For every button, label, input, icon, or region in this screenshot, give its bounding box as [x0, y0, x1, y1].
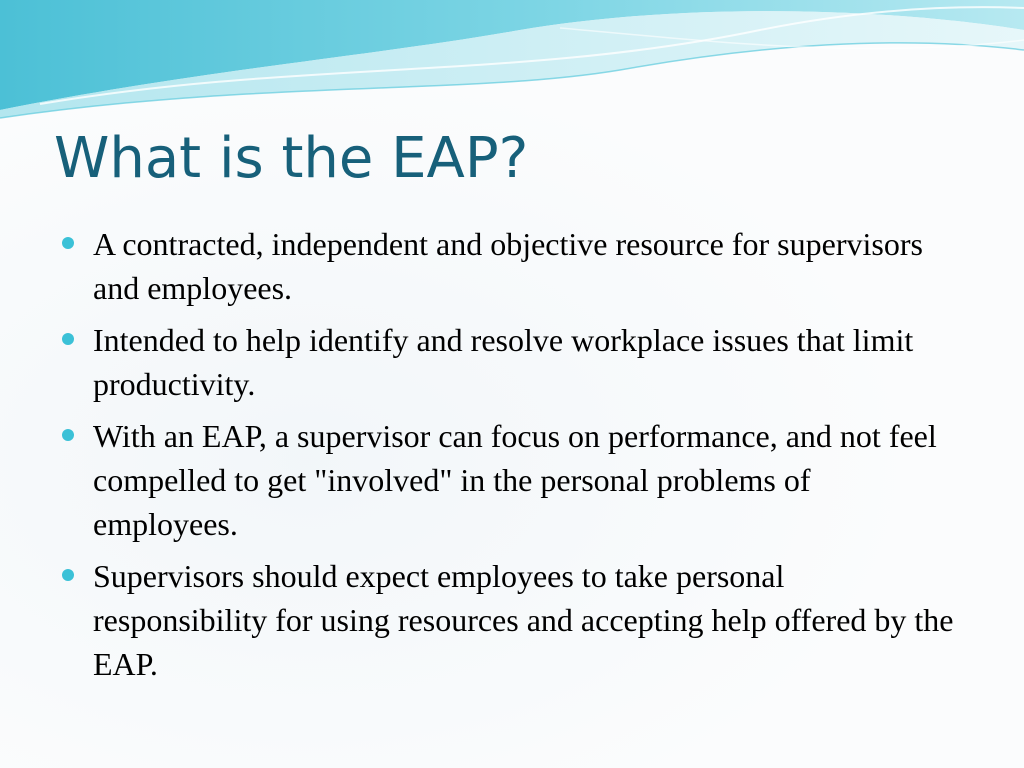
list-item [62, 414, 962, 546]
list-item [62, 554, 962, 686]
bullet-dot-icon [62, 333, 74, 345]
bullet-list [62, 222, 962, 694]
bullet-text: Intended to help identify and resolve workplace issues that limit productivity. [93, 322, 914, 402]
bullet-text: A contracted, independent and objective resource for supervisors and employees. [93, 226, 923, 306]
list-item [62, 318, 962, 406]
slide-title: What is the EAP? [54, 126, 529, 191]
bullet-dot-icon [62, 429, 74, 441]
bullet-text: With an EAP, a supervisor can focus on performance, and not feel compelled to get "involved" in the personal problems of employees. [93, 418, 937, 542]
list-item [62, 222, 962, 310]
bullet-text: Supervisors should expect employees to take personal responsibility for using resources and accepting help offered by the EAP. [93, 558, 954, 682]
bullet-dot-icon [62, 237, 74, 249]
bullet-dot-icon [62, 569, 74, 581]
wave-header-decoration [0, 0, 1024, 130]
